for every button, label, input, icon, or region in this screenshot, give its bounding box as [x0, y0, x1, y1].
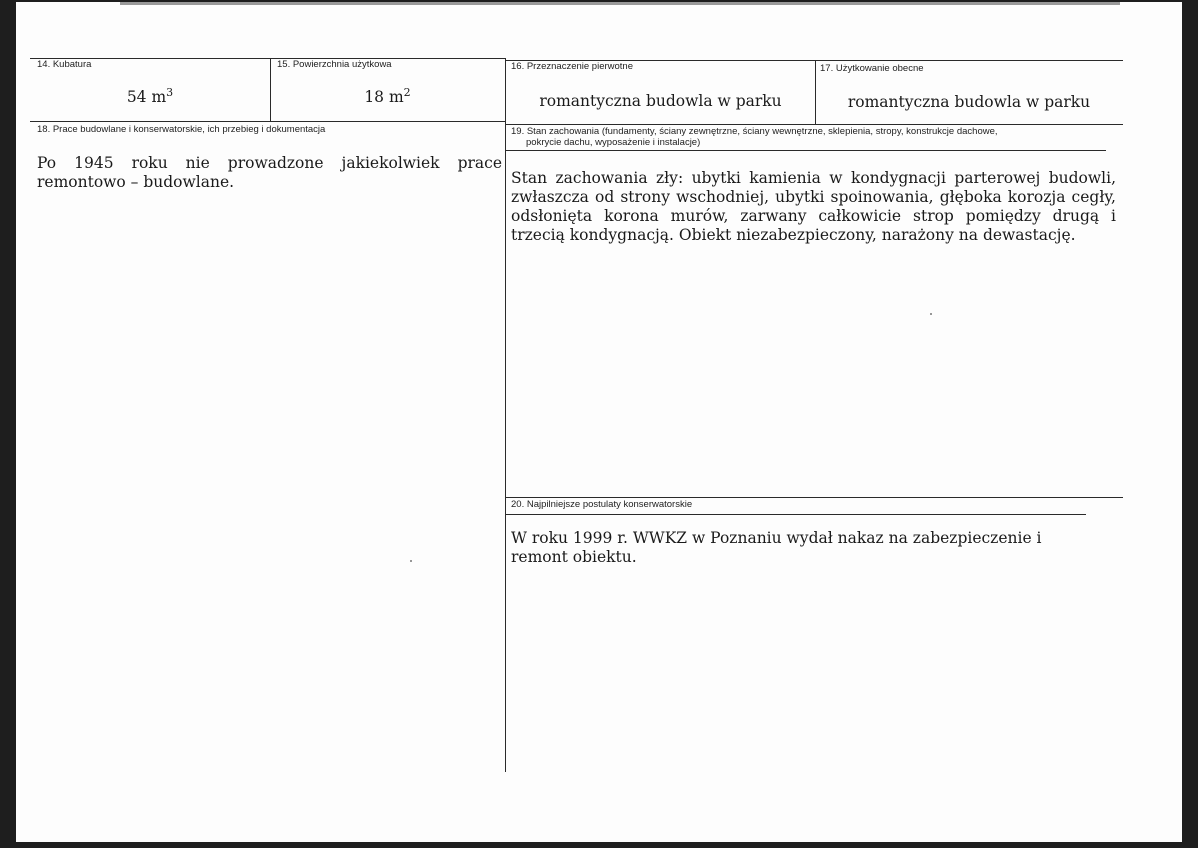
scan-speck: [410, 560, 412, 562]
field-14-value: [30, 88, 270, 107]
field-20-value: W roku 1999 r. WWKZ w Poznaniu wydał nakaz na zabezpieczenie i remont obiektu.: [511, 529, 1042, 566]
row1-bottom-line-right: [506, 124, 1123, 125]
field-14-number: 54 m: [126, 88, 167, 106]
main-column-divider: [505, 58, 506, 772]
field-14-superscript: 3: [166, 86, 174, 99]
divider-16-17: [815, 60, 816, 124]
field-19-label-line1: 19. Stan zachowania (fundamenty, ściany zewnętrzne, ściany wewnętrzne, sklepienia, stropy, konstrukcje dachowe,: [511, 126, 998, 137]
f20-top-line: [506, 497, 1123, 498]
field-15-value: [270, 88, 505, 107]
field-15-number: 18 m: [364, 88, 404, 106]
field-17-label: 17. Użytkowanie obecne: [820, 63, 924, 74]
field-20-label: 20. Najpilniejsze postulaty konserwatorskie: [511, 499, 693, 510]
field-19-value: Stan zachowania zły: ubytki kamienia w kondygnacji parterowej budowli, zwłaszcza od strony wschodniej, ubytki spoinowania, głęboka korozja cegły, odsłonięta korona murów, zarwany całkowicie strop pomiędzy drugą i trzecią kondygnacją. Obiekt niezabezpieczony, narażony na dewastację.: [511, 169, 1116, 244]
scan-edge-artifact: [120, 2, 1120, 5]
field-14-label: 14. Kubatura: [37, 59, 92, 70]
field-18-value: Po 1945 roku nie prowadzone jakiekolwiek prace remontowo – budowlane.: [37, 154, 502, 191]
field-17-value: romantyczna budowla w parku: [847, 93, 1091, 111]
row1-bottom-line: [30, 121, 506, 122]
field-16-value: romantyczna budowla w parku: [539, 92, 782, 110]
scan-speck: [930, 313, 932, 315]
field-19-label-line2: pokrycie dachu, wyposażenie i instalacje): [526, 137, 701, 148]
field-15-superscript: 2: [403, 86, 411, 99]
field-15-label: 15. Powierzchnia użytkowa: [277, 59, 392, 70]
row1-top-line: [30, 58, 506, 59]
f20-label-underline: [506, 514, 1086, 515]
field-18-label: 18. Prace budowlane i konserwatorskie, ich przebieg i dokumentacja: [37, 124, 326, 135]
f19-label-underline: [506, 150, 1106, 151]
field-16-label: 16. Przeznaczenie pierwotne: [511, 61, 633, 72]
